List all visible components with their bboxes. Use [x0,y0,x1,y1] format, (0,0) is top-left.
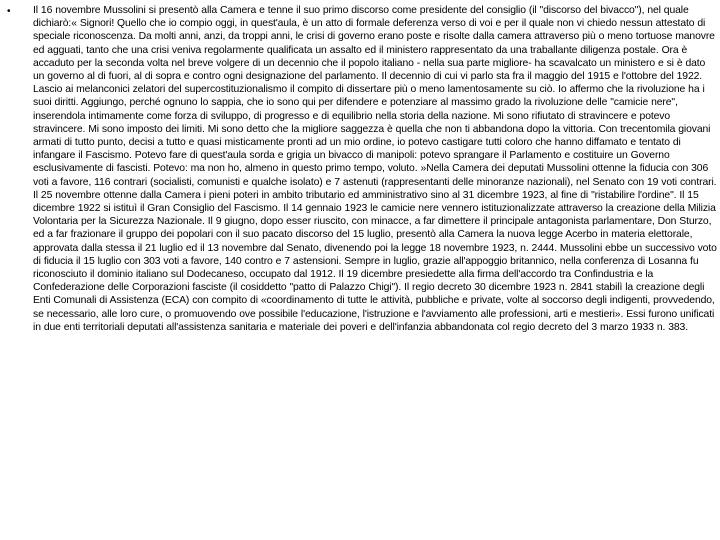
bullet-marker: • [7,6,11,17]
body-paragraph: Il 16 novembre Mussolini si presentò alla Camera e tenne il suo primo discorso come presidente del consiglio (il "discorso del bivacco"), nel quale dichiarò:« Signori! Quello che io compio oggi, in quest'aula, è un atto di formale deferenza verso di voi e per il quale non vi chiedo nessun attestato di speciale riconoscenza. Da molti anni, anzi, da troppi anni, le crisi di governo erano poste e risolte dalla camera attraverso più o meno tortuose manovre ed agguati, tanto che una crisi veniva regolarmente qualificata un assalto ed il ministero rappresentato da una traballante diligenza postale. Ora è accaduto per la seconda volta nel breve volgere di un decennio che il popolo italiano - nella sua parte migliore- ha scavalcato un ministero e si è dato un governo al di fuori, al di sopra e contro ogni designazione del parlamento. Il decennio di cui vi parlo sta fra il maggio del 1915 e l'ottobre del 1922. Lascio ai melanconici zelatori del supercostituzionalismo il compito di dissertare più o meno lamentosamente su ciò. Io affermo che la rivoluzione ha i suoi diritti. Aggiungo, perché ognuno lo sappia, che io sono qui per difendere e potenziare al massimo grado la rivoluzione delle "camicie nere", inserendola intimamente come forza di sviluppo, di progresso e di equilibrio nella storia della nazione. Mi sono rifiutato di stravincere e potevo stravincere. Mi sono imposto dei limiti. Mi sono detto che la migliore saggezza è quella che non ti abbandona dopo la vittoria. Con trecentomila giovani armati di tutto punto, decisi a tutto e quasi misticamente pronti ad un mio ordine, io potevo castigare tutti coloro che hanno diffamato e tentato di infangare il Fascismo. Potevo fare di quest'aula sorda e grigia un bivacco di manipoli: potevo sprangare il Parlamento e costituire un Governo esclusivamente di fascisti. Potevo: ma non ho, almeno in questo primo tempo, voluto. »Nella Camera dei deputati Mussolini ottenne la fiducia con 306 voti a favore, 116 contrari (socialisti, comunisti e qualche isolato) e 7 astenuti (rappresentanti delle minoranze nazionali), nel Senato con 19 voti contrari. Il 25 novembre ottenne dalla Camera i pieni poteri in ambito tributario ed amministrativo sino al 31 dicembre 1923, al fine di "ristabilire l'ordine". Il 15 dicembre 1922 si istituì il Gran Consiglio del Fascismo. Il 14 gennaio 1923 le camicie nere vennero istituzionalizzate attraverso la creazione della Milizia Volontaria per la Sicurezza Nazionale. Il 9 giugno, dopo esser riuscito, con minacce, a far dimettere il principale antagonista parlamentare, Don Sturzo, ed a far frazionare il gruppo dei popolari con il suo pacato discorso del 15 luglio, presentò alla Camera la nuova legge Acerbo in materia elettorale, approvata dalla stessa il 21 luglio ed il 13 novembre dal Senato, divenendo poi la legge 18 novembre 1923, n. 2444. Mussolini ebbe un successivo voto di fiducia il 15 luglio con 303 voti a favore, 140 contro e 7 astensioni. Sempre in luglio, grazie all'appoggio britannico, nella conferenza di Losanna fu riconosciuto il dominio italiano sul Dodecaneso, occupato dal 1912. Il 19 dicembre presiedette alla firma dell'accordo tra Confindustria e la Confederazione delle Corporazioni fasciste (il cosiddetto "patto di Palazzo Chigi"). Il regio decreto 30 dicembre 1923 n. 2841 stabilì la creazione degli Enti Comunali di Assistenza (ECA) con compito di «coordinamento di tutte le attività, pubbliche e private, volte al soccorso degli indigenti, provvedendo, se necessario, alle loro cure, o promuovendo ove possibile l'educazione, l'istruzione e l'avviamento alle professioni, arti e mestieri». Essi furono unificati in due enti territoriali deputati all'assistenza sanitaria e materiale dei poveri e dell'infanzia abbandonata col regio decreto del 3 marzo 1933 n. 383. [33,5,717,333]
